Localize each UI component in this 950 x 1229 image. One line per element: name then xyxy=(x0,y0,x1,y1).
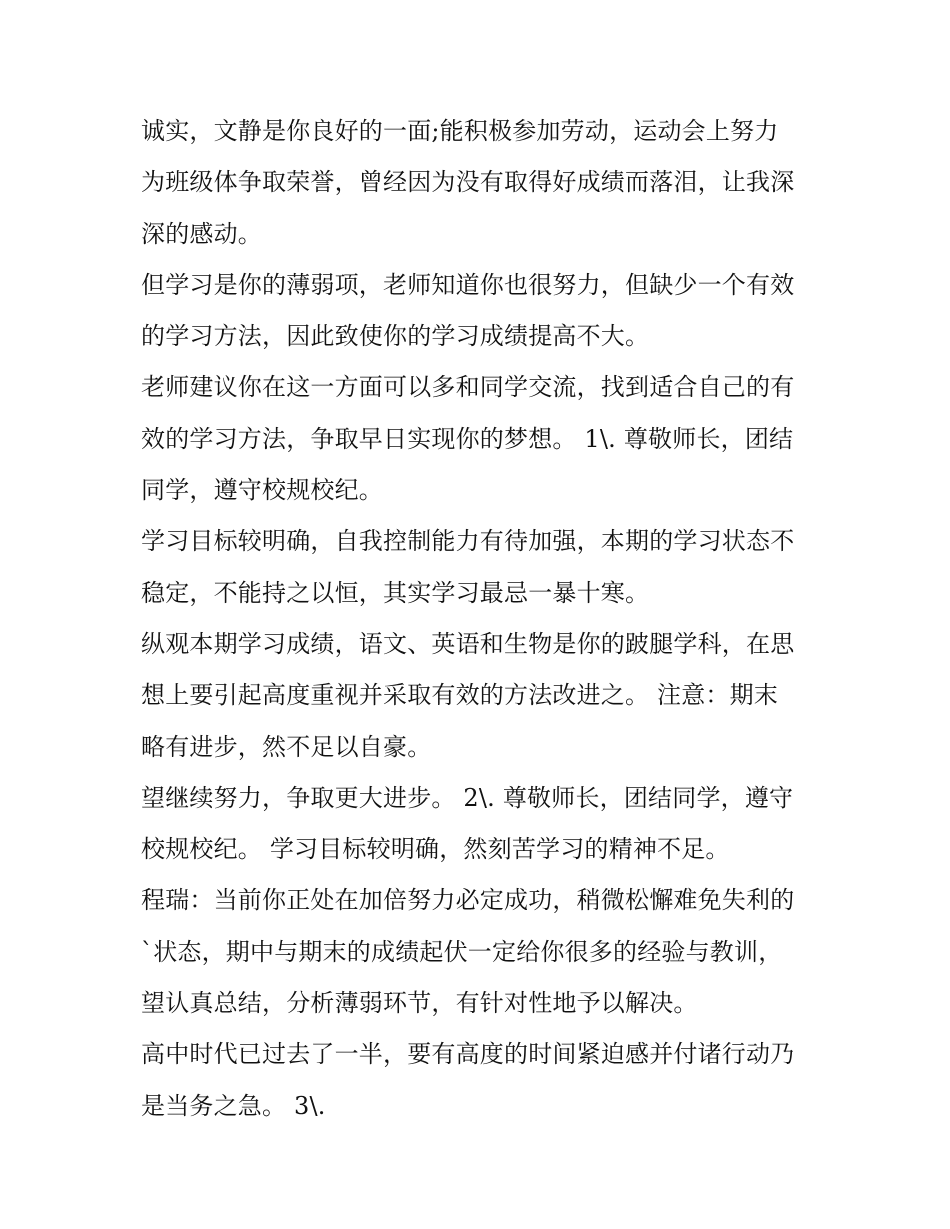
text-line: 是当务之急。 3\. xyxy=(141,1091,326,1120)
text-line: 的学习方法，因此致使你的学习成绩提高不大。 xyxy=(141,322,650,351)
text-line: 深的感动。 xyxy=(141,219,262,248)
text-line: 学习目标较明确，自我控制能力有待加强，本期的学习状态不 xyxy=(141,527,795,556)
text-line: 但学习是你的薄弱项，老师知道你也很努力，但缺少一个有效 xyxy=(141,270,795,299)
body-text xyxy=(141,106,821,1132)
text-line: 望继续努力，争取更大进步。 2\. 尊敬师长，团结同学，遵守 xyxy=(141,783,794,812)
text-line: `状态，期中与期末的成绩起伏一定给你很多的经验与教训， xyxy=(141,937,783,966)
text-line: 高中时代已过去了一半，要有高度的时间紧迫感并付诸行动乃 xyxy=(141,1040,795,1069)
text-line: 为班级体争取荣誉，曾经因为没有取得好成绩而落泪，让我深 xyxy=(141,168,795,197)
text-line: 想上要引起高度重视并采取有效的方法改进之。 注意：期末 xyxy=(141,681,779,710)
text-line: 老师建议你在这一方面可以多和同学交流，找到适合自己的有 xyxy=(141,373,795,402)
text-line: 望认真总结，分析薄弱环节，有针对性地予以解决。 xyxy=(141,989,698,1018)
text-line: 同学，遵守校规校纪。 xyxy=(141,476,383,505)
text-line: 稳定，不能持之以恒，其实学习最忌一暴十寒。 xyxy=(141,578,650,607)
text-line: 略有进步，然不足以自豪。 xyxy=(141,732,432,761)
text-line: 纵观本期学习成绩，语文、英语和生物是你的跛腿学科，在思 xyxy=(141,629,795,658)
text-line: 校规校纪。 学习目标较明确，然刻苦学习的精神不足。 xyxy=(141,835,730,864)
text-line: 程瑞：当前你正处在加倍努力必定成功，稍微松懈难免失利的 xyxy=(141,886,795,915)
text-line: 诚实，文静是你良好的一面;能积极参加劳动，运动会上努力 xyxy=(141,117,779,145)
text-line: 效的学习方法，争取早日实现你的梦想。 1\. 尊敬师长，团结 xyxy=(141,424,794,453)
